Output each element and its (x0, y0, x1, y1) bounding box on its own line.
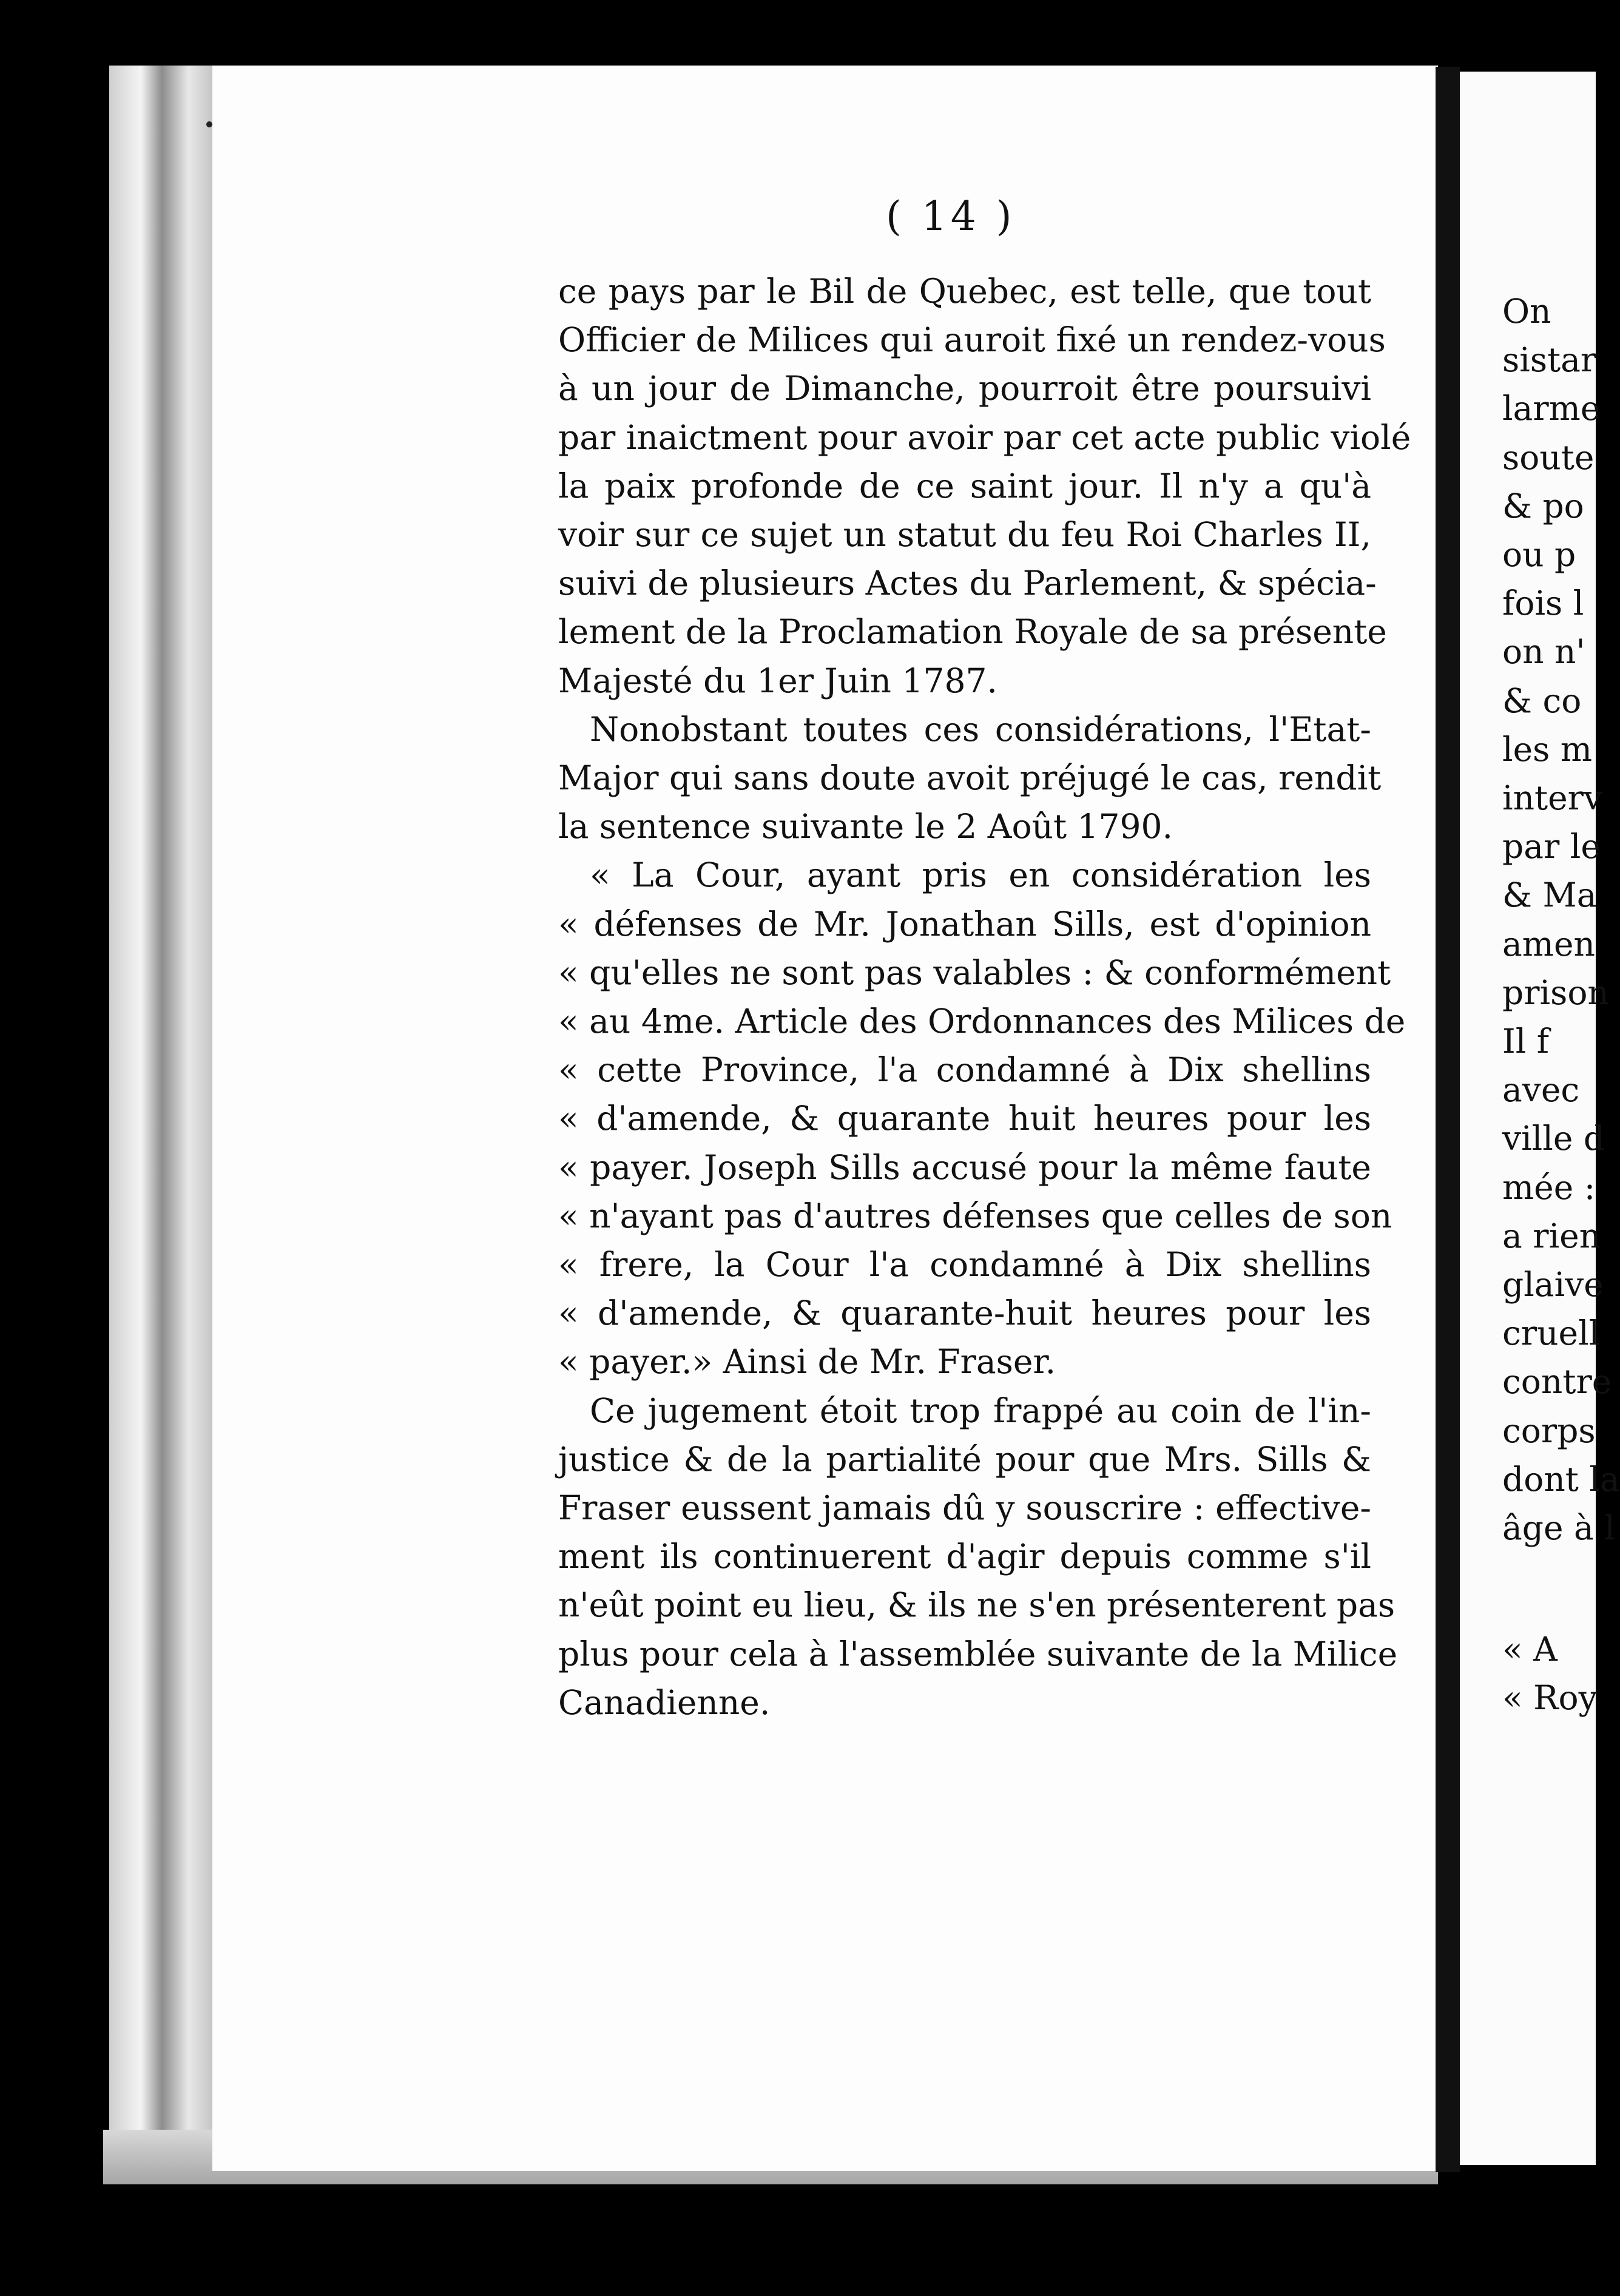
text-line: plus pour cela à l'assemblée suivante de la Milice (558, 1634, 1398, 1673)
facing-text-line: glaive (1502, 1265, 1604, 1305)
facing-text-line: interv (1502, 778, 1603, 818)
facing-text-line: « A (1502, 1630, 1558, 1669)
text-line: Majesté du 1er Juin 1787. (558, 661, 997, 700)
facing-text-line: On (1502, 292, 1551, 331)
body-text (558, 267, 1411, 1727)
quote-line: « qu'elles ne sont pas valables : & conformément (558, 953, 1391, 992)
facing-text-line: cruell (1502, 1314, 1600, 1353)
quote-line: « d'amende, & quarante huit heures pour les (558, 1099, 1371, 1138)
facing-text-line: Il f (1502, 1022, 1550, 1061)
facing-text-line: & co (1502, 681, 1582, 720)
text-line: Major qui sans doute avoit préjugé le cas, rendit (558, 758, 1382, 798)
facing-text-line: a rien (1502, 1216, 1601, 1255)
text-line: voir sur ce sujet un statut du feu Roi Charles II, (558, 515, 1371, 555)
facing-text-line: ou p (1502, 535, 1576, 575)
facing-text-line: on n' (1502, 632, 1585, 672)
quote-line: « d'amende, & quarante-huit heures pour les (558, 1294, 1371, 1333)
text-line: suivi de plusieurs Actes du Parlement, & spécia- (558, 564, 1377, 603)
facing-text-line: par le (1502, 827, 1601, 866)
facing-text-line: les m (1502, 729, 1593, 769)
facing-text-line: contre (1502, 1362, 1612, 1402)
facing-text-line: âge à l (1502, 1508, 1615, 1548)
text-line: Ce jugement étoit trop frappé au coin de l'in- (590, 1391, 1371, 1430)
text-line: la sentence suivante le 2 Août 1790. (558, 807, 1173, 846)
text-line: Officier de Milices qui auroit fixé un rendez-vous (558, 320, 1386, 360)
facing-page (1460, 72, 1620, 2165)
text-line: Nonobstant toutes ces considérations, l'Etat- (590, 709, 1371, 749)
facing-text-line: dont la (1502, 1459, 1620, 1499)
page-divider (1436, 67, 1460, 2172)
page-number: ( 14 ) (886, 193, 1016, 240)
facing-page-text (1502, 287, 1620, 1723)
text-line: par inaictment pour avoir par cet acte public violé (558, 417, 1411, 457)
text-line: n'eût point eu lieu, & ils ne s'en présenterent pas (558, 1585, 1396, 1625)
facing-text-line: « Roy (1502, 1678, 1598, 1718)
quote-line: « n'ayant pas d'autres défenses que celles de son (558, 1196, 1392, 1235)
facing-text-line: fois l (1502, 584, 1584, 623)
ink-speck (206, 121, 212, 127)
facing-text-line: soute (1502, 437, 1595, 477)
text-line: Fraser eussent jamais dû y souscrire : effective- (558, 1488, 1371, 1528)
facing-text-line: ville d (1502, 1119, 1605, 1158)
text-line: la paix profonde de ce saint jour. Il n'y a qu'à (558, 466, 1371, 505)
quote-line: « frere, la Cour l'a condamné à Dix shellins (558, 1245, 1371, 1285)
facing-text-line: & Ma (1502, 876, 1597, 915)
facing-text-line: amen (1502, 924, 1595, 964)
facing-text-line: prison (1502, 973, 1609, 1012)
quote-line: « cette Province, l'a condamné à Dix shellins (558, 1050, 1371, 1090)
facing-text-line: mée : (1502, 1167, 1596, 1207)
facing-text-line: avec (1502, 1070, 1580, 1110)
quote-line: « payer. Joseph Sills accusé pour la même faute (558, 1147, 1371, 1187)
quote-line: « au 4me. Article des Ordonnances des Milices de (558, 1002, 1406, 1041)
text-line: ment ils continuerent d'agir depuis comme s'il (558, 1537, 1371, 1576)
text-line: Canadienne. (558, 1683, 771, 1722)
facing-text-line: larme (1502, 389, 1601, 428)
text-line: ce pays par le Bil de Quebec, est telle, que tout (558, 272, 1371, 311)
facing-text-line: sistar (1502, 340, 1597, 380)
text-line: à un jour de Dimanche, pourroit être poursuivi (558, 369, 1371, 408)
text-line: justice & de la partialité pour que Mrs. Sills & (558, 1439, 1371, 1479)
quote-line: « payer.» Ainsi de Mr. Fraser. (558, 1342, 1056, 1382)
facing-text-line: & po (1502, 486, 1584, 525)
facing-text-line: corps (1502, 1411, 1596, 1450)
text-line: lement de la Proclamation Royale de sa présente (558, 612, 1387, 652)
quote-line: « La Cour, ayant pris en considération les (590, 856, 1371, 895)
quote-line: « défenses de Mr. Jonathan Sills, est d'opinion (558, 904, 1371, 944)
